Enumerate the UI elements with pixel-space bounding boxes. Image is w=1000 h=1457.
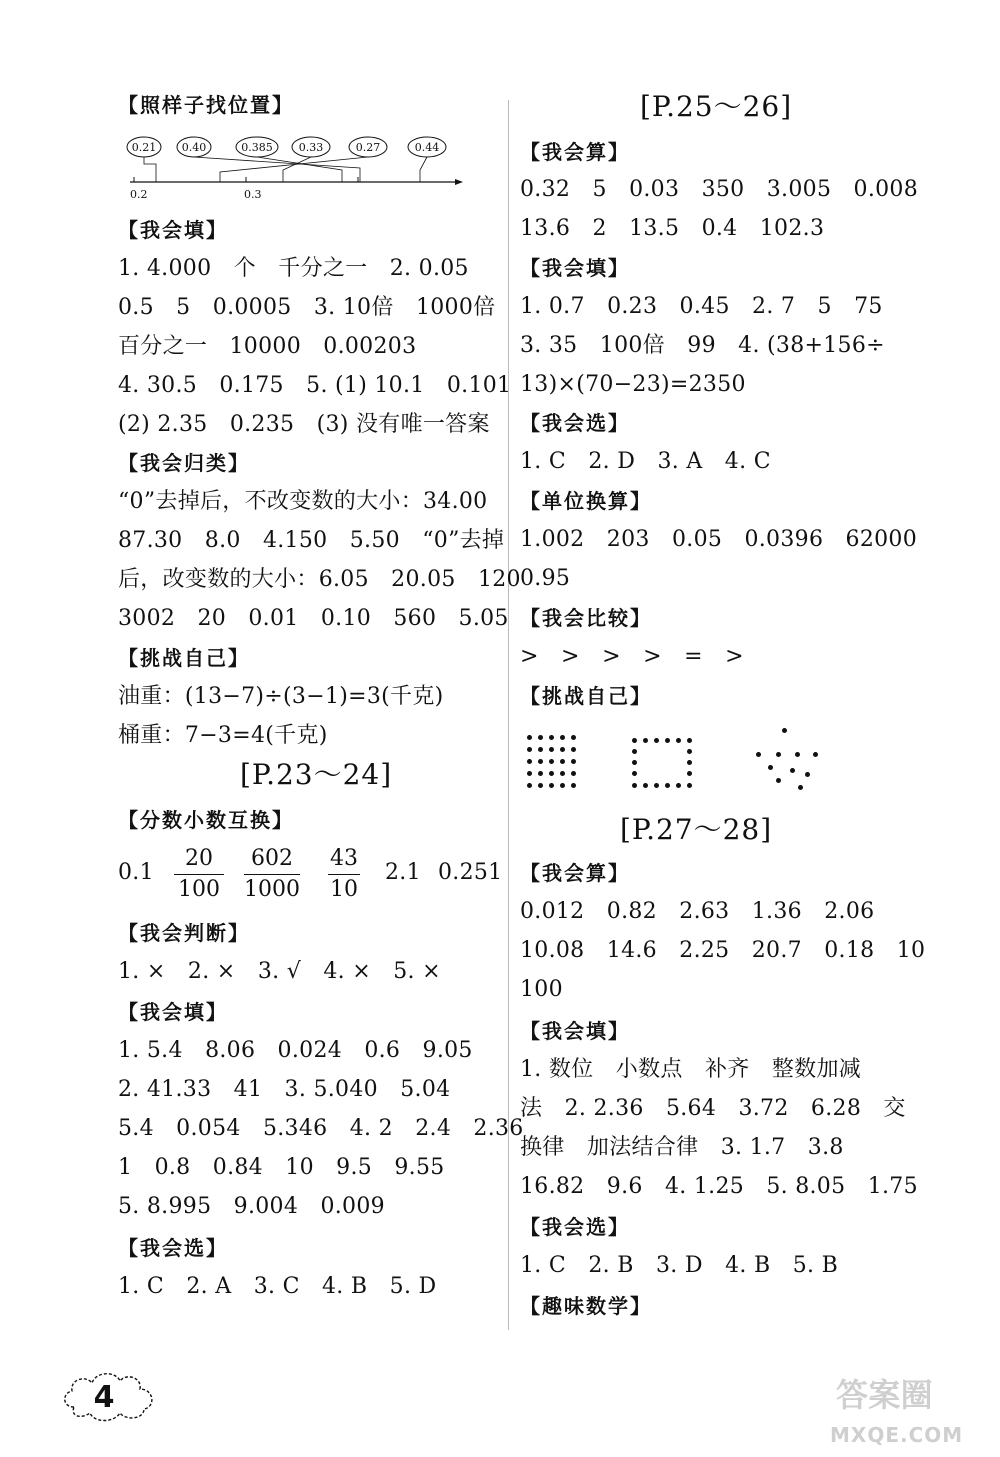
- section-title-compare: 【我会比较】: [520, 606, 652, 630]
- grid-dot: [549, 759, 554, 764]
- square-dot: [643, 738, 648, 743]
- fraction-numerator: 20: [185, 846, 213, 871]
- answer-line: 5. 8.995 9.004 0.009: [118, 1194, 385, 1219]
- grid-dot: [571, 783, 576, 788]
- answer-line: 1. 5.4 8.06 0.024 0.6 9.05: [118, 1038, 473, 1063]
- square-dot: [632, 783, 637, 788]
- grid-dot: [538, 771, 543, 776]
- star-dot: [756, 752, 761, 757]
- answer-value: 0.1: [118, 860, 154, 885]
- answer-line: 13)×(70−23)=2350: [520, 372, 746, 397]
- page-number: 4: [93, 1380, 115, 1415]
- section-title-choose-2: 【我会选】: [520, 1215, 630, 1239]
- answer-line: 油重：(13−7)÷(3−1)=3(千克): [118, 684, 444, 709]
- watermark-logo: 答案圈: [836, 1376, 933, 1414]
- star-dot: [795, 752, 800, 757]
- section-title-fill: 【我会填】: [520, 256, 630, 280]
- answer-line: 1 0.8 0.84 10 9.5 9.55: [118, 1155, 445, 1180]
- square-dot: [632, 760, 637, 765]
- answer-line: 16.82 9.6 4. 1.25 5. 8.05 1.75: [520, 1174, 918, 1199]
- answer-line: 100: [520, 977, 563, 1002]
- grid-dot: [538, 735, 543, 740]
- watermark-url: MXQE.COM: [830, 1423, 964, 1447]
- answer-value: 2.1: [385, 860, 421, 885]
- answer-line: 87.30 8.0 4.150 5.50 “0”去掉: [118, 528, 505, 553]
- star-dot: [768, 765, 773, 770]
- grid-dot: [527, 783, 532, 788]
- square-dot: [654, 783, 659, 788]
- grid-dot: [527, 747, 532, 752]
- answer-line: 3. 35 100倍 99 4. (38+156÷: [520, 333, 885, 358]
- grid-dot: [538, 747, 543, 752]
- tick-label: 0.2: [130, 188, 148, 201]
- column-divider: [508, 100, 509, 1330]
- square-dot: [687, 738, 692, 743]
- fraction-denominator: 1000: [244, 877, 300, 902]
- answer-line: 百分之一 10000 0.00203: [118, 334, 417, 359]
- grid-dot: [549, 771, 554, 776]
- page-number-cloud: [60, 1365, 160, 1425]
- grid-dot: [571, 771, 576, 776]
- tick-label: 0.3: [244, 188, 262, 201]
- grid-dot: [571, 759, 576, 764]
- square-dot: [632, 749, 637, 754]
- section-title-calculate: 【我会算】: [520, 140, 630, 164]
- fraction-numerator: 43: [330, 846, 358, 871]
- grid-dot: [527, 771, 532, 776]
- square-dot: [665, 783, 670, 788]
- square-dot: [654, 738, 659, 743]
- grid-dot: [560, 747, 565, 752]
- answer-line: 13.6 2 13.5 0.4 102.3: [520, 216, 825, 241]
- grid-dot: [538, 759, 543, 764]
- square-dot: [632, 771, 637, 776]
- answer-line: 1. × 2. × 3. √ 4. × 5. ×: [118, 959, 441, 984]
- grid-dot: [560, 759, 565, 764]
- fraction-denominator: 10: [330, 877, 358, 902]
- grid-dot: [560, 783, 565, 788]
- fraction-numerator: 602: [251, 846, 293, 871]
- square-dot: [676, 738, 681, 743]
- bubble-label: 0.27: [355, 141, 381, 154]
- section-title-fun-math: 【趣味数学】: [520, 1294, 652, 1318]
- connector-0-44: [420, 157, 427, 182]
- answer-line: 后，改变数的大小：6.05 20.05 120: [118, 567, 521, 592]
- answer-line: 1. C 2. D 3. A 4. C: [520, 449, 771, 474]
- answer-line: 4. 30.5 0.175 5. (1) 10.1 0.101: [118, 373, 512, 398]
- grid-dot: [560, 735, 565, 740]
- section-title-choose: 【我会选】: [118, 1236, 228, 1260]
- grid-dot: [527, 759, 532, 764]
- section-title-challenge: 【挑战自己】: [118, 646, 250, 670]
- answer-line: 1.002 203 0.05 0.0396 62000: [520, 527, 918, 552]
- fraction-43-10: [328, 846, 360, 903]
- answer-line: 0.5 5 0.0005 3. 10倍 1000倍: [118, 295, 496, 320]
- bubble-label: 0.385: [241, 141, 273, 154]
- page-range-heading: [P.25～26]: [640, 90, 793, 123]
- connector-0-21: [144, 157, 156, 182]
- answer-line: (2) 2.35 0.235 (3) 没有唯一答案: [118, 412, 490, 437]
- answer-line: 5.4 0.054 5.346 4. 2 2.4 2.36: [118, 1116, 524, 1141]
- section-title-calculate-2: 【我会算】: [520, 861, 630, 885]
- grid-dot: [549, 783, 554, 788]
- bubble-label: 0.21: [131, 141, 157, 154]
- star-dot: [776, 752, 781, 757]
- grid-dot: [527, 735, 532, 740]
- grid-dot: [571, 735, 576, 740]
- answer-line: 1. 0.7 0.23 0.45 2. 7 5 75: [520, 294, 883, 319]
- fraction-602-1000: [244, 846, 300, 903]
- number-line-diagram: [120, 130, 465, 205]
- square-dot: [687, 783, 692, 788]
- square-dot: [687, 771, 692, 776]
- answer-line: 0.012 0.82 2.63 1.36 2.06: [520, 899, 875, 924]
- section-title-challenge: 【挑战自己】: [520, 684, 652, 708]
- square-dot: [687, 760, 692, 765]
- answer-line: > > > > = >: [520, 644, 744, 669]
- grid-dot: [571, 747, 576, 752]
- fraction-20-100: [174, 846, 224, 903]
- page-range-heading: [P.27～28]: [620, 813, 773, 846]
- answer-line: 1. C 2. A 3. C 4. B 5. D: [118, 1274, 437, 1299]
- answer-line: 换律 加法结合律 3. 1.7 3.8: [520, 1135, 844, 1160]
- section-title-fraction-decimal: 【分数小数互换】: [118, 808, 294, 832]
- grid-dot: [549, 747, 554, 752]
- grid-dot: [560, 771, 565, 776]
- square-dot: [643, 783, 648, 788]
- answer-line: “0”去掉后，不改变数的大小：34.00: [118, 489, 488, 514]
- section-title-fill-2: 【我会填】: [118, 1000, 228, 1024]
- star-dot: [805, 772, 810, 777]
- square-dot: [676, 783, 681, 788]
- answer-line: 1. C 2. B 3. D 4. B 5. B: [520, 1253, 839, 1278]
- axis-arrow: [455, 179, 463, 185]
- grid-dot: [538, 783, 543, 788]
- section-title-classify: 【我会归类】: [118, 451, 250, 475]
- connector-0-33: [283, 157, 311, 182]
- section-title-choose: 【我会选】: [520, 411, 630, 435]
- section-title-find-position: 【照样子找位置】: [118, 93, 294, 117]
- grid-dot: [549, 735, 554, 740]
- section-title-unit-conversion: 【单位换算】: [520, 489, 652, 513]
- connector-0-40: [194, 157, 360, 182]
- square-dot: [665, 738, 670, 743]
- section-title-fill: 【我会填】: [118, 218, 228, 242]
- answer-line: 法 2. 2.36 5.64 3.72 6.28 交: [520, 1096, 906, 1121]
- star-dot: [790, 768, 795, 773]
- bubble-label: 0.40: [181, 141, 207, 154]
- answer-line: 1. 4.000 个 千分之一 2. 0.05: [118, 256, 469, 281]
- star-dot: [782, 728, 787, 733]
- answer-value: 0.251: [438, 860, 503, 885]
- star-dot: [776, 778, 781, 783]
- answer-line: 10.08 14.6 2.25 20.7 0.18 10: [520, 938, 926, 963]
- star-dot: [798, 785, 803, 790]
- page-range-heading: [P.23～24]: [240, 758, 393, 791]
- answer-line: 3002 20 0.01 0.10 560 5.05: [118, 606, 509, 631]
- star-dot: [813, 752, 818, 757]
- section-title-fill-2: 【我会填】: [520, 1019, 630, 1043]
- square-dot: [632, 738, 637, 743]
- answer-line: 桶重：7−3=4(千克): [118, 723, 328, 748]
- section-title-judge: 【我会判断】: [118, 921, 250, 945]
- answer-line: 1. 数位 小数点 补齐 整数加减: [520, 1057, 862, 1082]
- fraction-denominator: 100: [178, 877, 220, 902]
- connector-0-27: [220, 157, 368, 182]
- answer-line: 2. 41.33 41 3. 5.040 5.04: [118, 1077, 451, 1102]
- answer-line: 0.32 5 0.03 350 3.005 0.008: [520, 177, 919, 202]
- answer-line: 0.95: [520, 566, 571, 591]
- bubble-label: 0.44: [414, 141, 440, 154]
- square-dot: [687, 749, 692, 754]
- bubble-label: 0.33: [298, 141, 324, 154]
